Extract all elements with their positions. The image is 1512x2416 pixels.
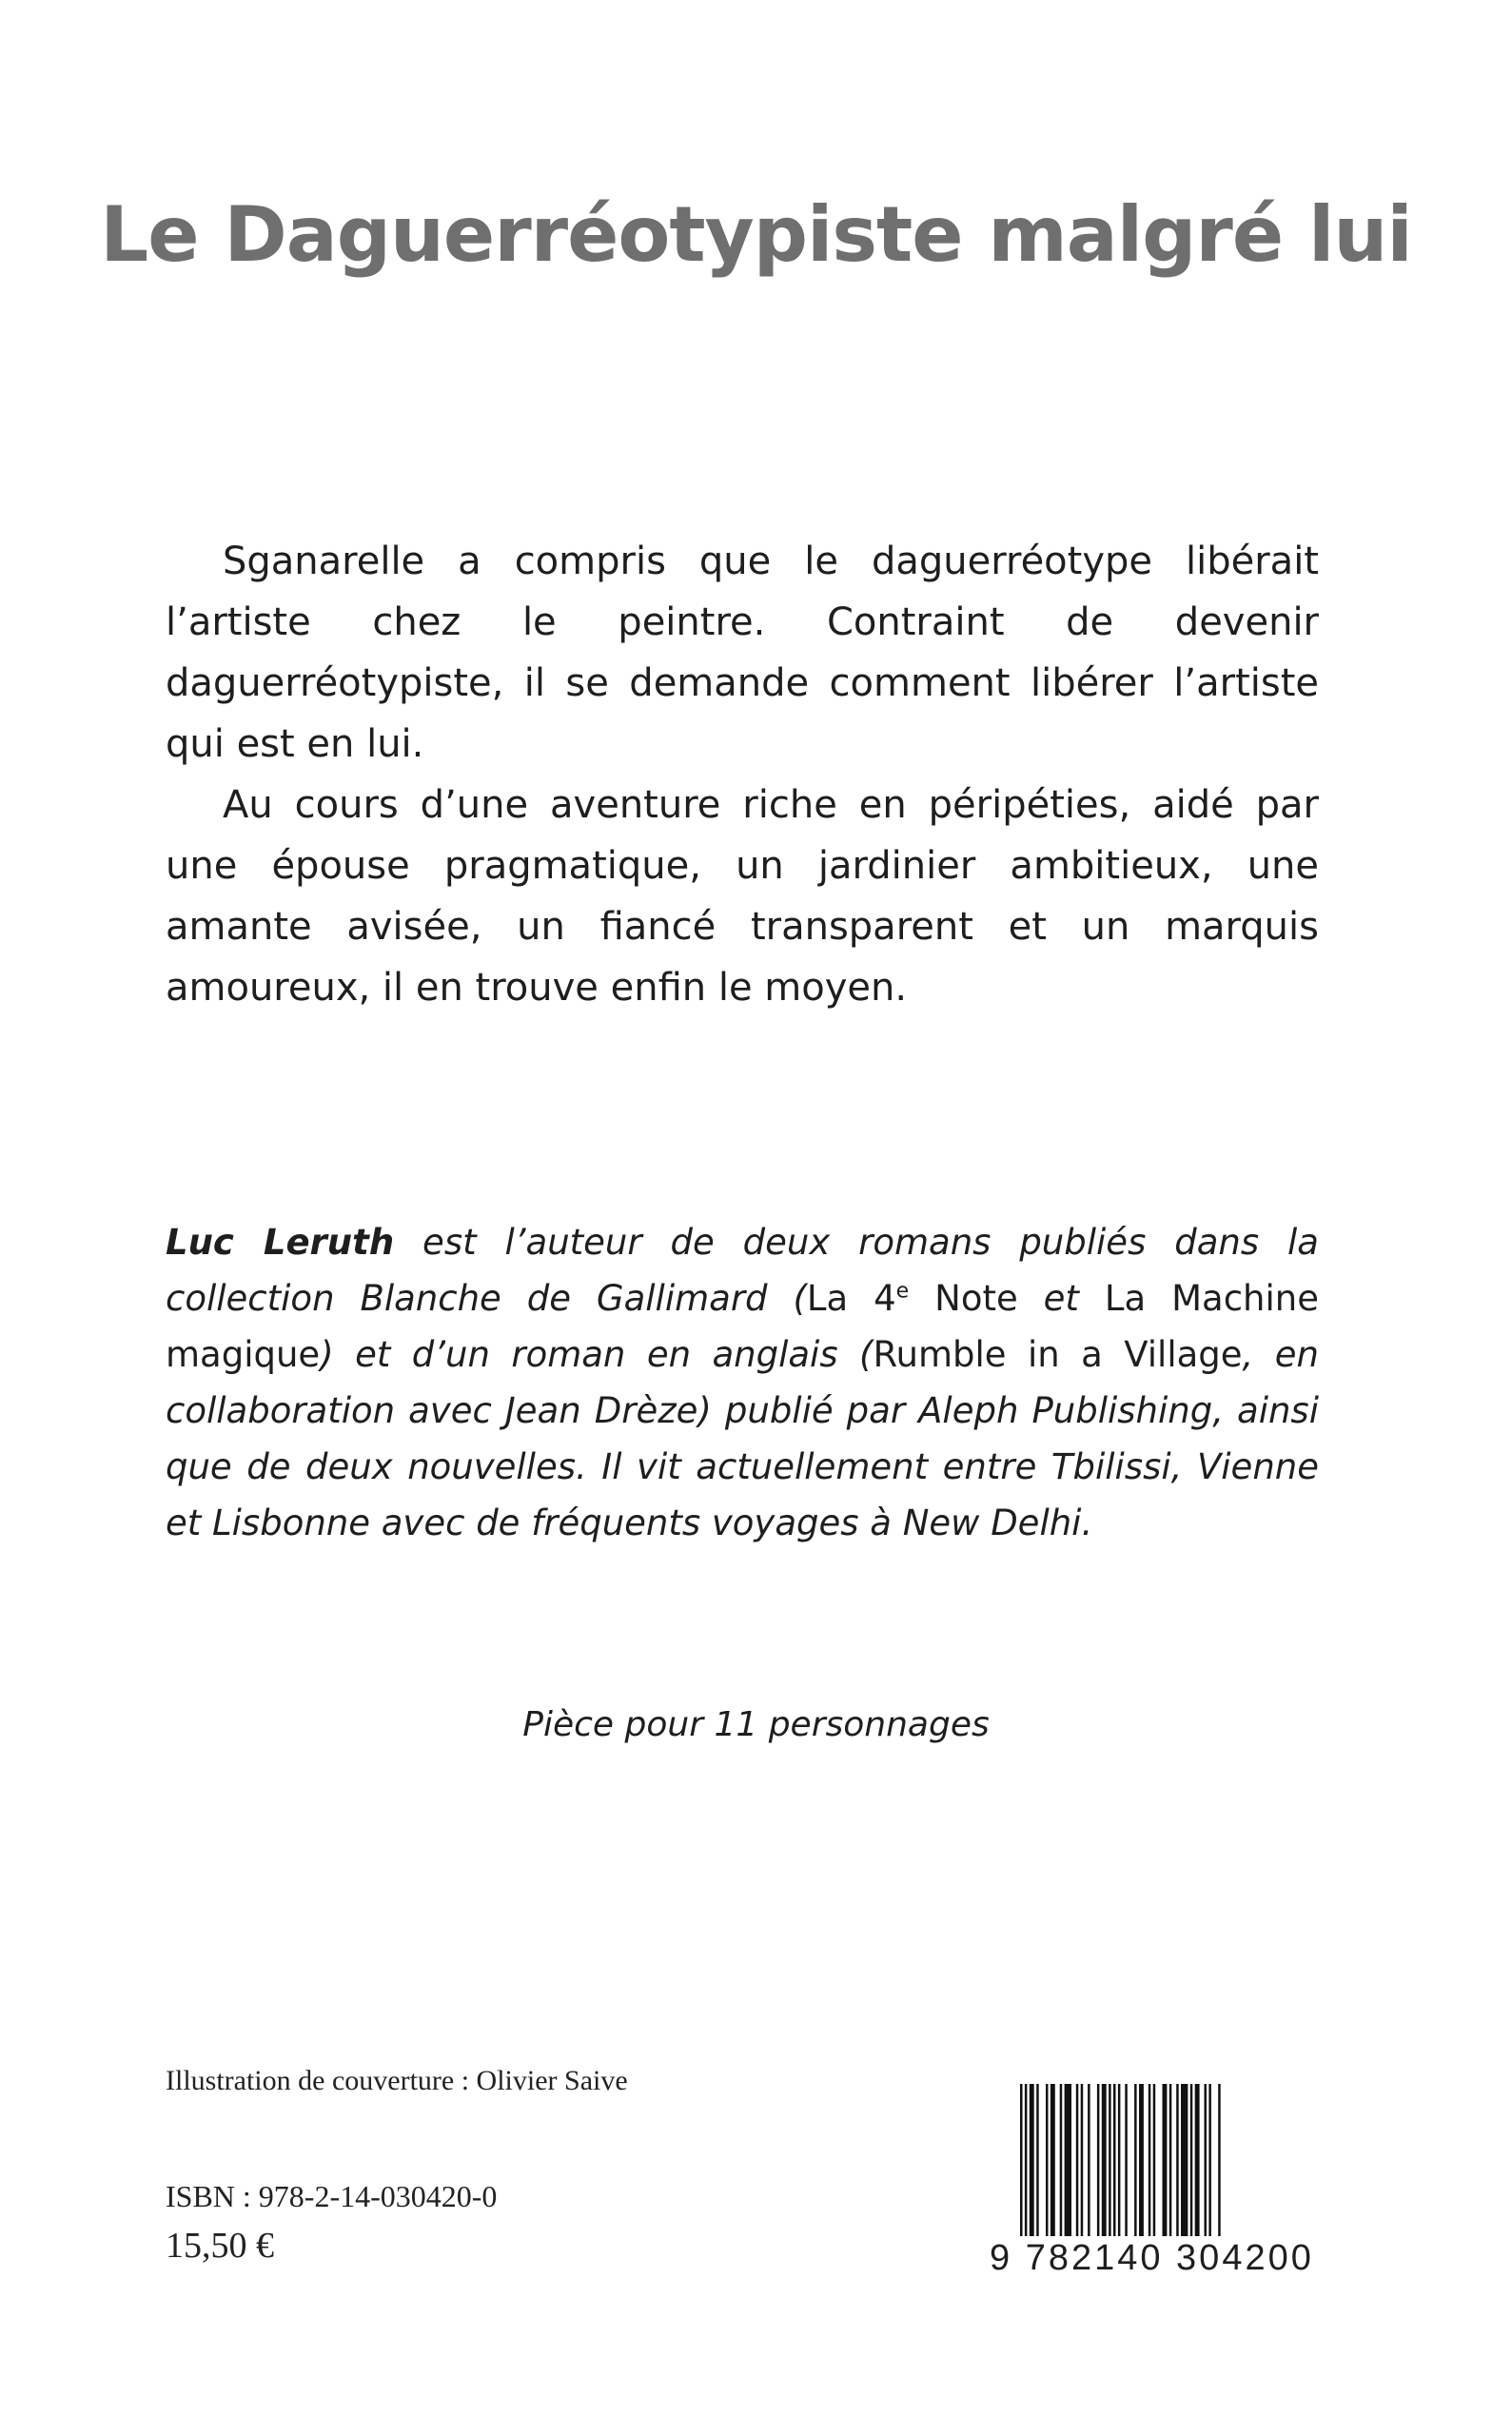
- price: 15,50 €: [166, 2226, 274, 2266]
- barcode-digits: 9 782140 304200: [990, 2238, 1314, 2278]
- barcode-bar: [1139, 2084, 1144, 2236]
- author-name: Luc Leruth: [166, 1222, 395, 1263]
- barcode-bar: [1205, 2084, 1208, 2236]
- book-title-1b: Note: [909, 1278, 1018, 1319]
- barcode-bar: [1176, 2084, 1179, 2236]
- barcode-bar: [1149, 2084, 1151, 2236]
- barcode-bar: [1065, 2084, 1071, 2236]
- barcode-bar: [1109, 2084, 1111, 2236]
- barcode-bar: [1125, 2084, 1128, 2236]
- barcode: [980, 2065, 1332, 2278]
- barcode-bar: [1169, 2084, 1172, 2236]
- barcode-bar: [1081, 2084, 1084, 2236]
- play-note: Pièce pour 11 personnages: [522, 1705, 990, 1744]
- author-bio: [166, 1214, 1319, 1551]
- bio-text-3: ) et d’un roman en anglais (: [320, 1334, 874, 1375]
- barcode-bar: [1051, 2084, 1055, 2236]
- bio-text-4: , en collaboration avec Jean Drèze) publié par Aleph Publishing, ainsi que de deux nouvelles. Il vit actuellement entre Tbilissi, Vienne et Lisbonne avec de fréquents voyages à New Delhi.: [166, 1334, 1319, 1543]
- barcode-bar: [1153, 2084, 1156, 2236]
- barcode-bar: [1025, 2084, 1028, 2236]
- barcode-bar: [1208, 2084, 1211, 2236]
- blurb-paragraph-2: Au cours d’une aventure riche en péripéties, aidé par une épouse pragmatique, un jardinier ambitieux, une amante avisée, un fiancé transparent et un marquis amoureux, il en trouve enfin le moyen.: [166, 783, 1319, 1010]
- bio-text-1: est l’auteur de deux romans publiés dans la collection Blanche de Gallimard (: [166, 1222, 1319, 1319]
- barcode-bar: [1102, 2084, 1107, 2236]
- book-title-2: La Machine magique: [166, 1278, 1319, 1375]
- barcode-bars: [1016, 2084, 1298, 2236]
- barcode-bar: [1046, 2084, 1049, 2236]
- book-title-3: Rumble in a Village: [873, 1334, 1243, 1375]
- book-title-1a: La 4: [806, 1278, 896, 1319]
- book-title-1-superscript: e: [895, 1279, 910, 1304]
- barcode-bar: [1113, 2084, 1116, 2236]
- barcode-bar: [1088, 2084, 1090, 2236]
- blurb-paragraph-1: Sganarelle a compris que le daguerréotype libérait l’artiste chez le peintre. Contraint de devenir daguerréotypiste, il se demande comment libérer l’artiste qui est en lui.: [166, 540, 1319, 766]
- barcode-bar: [1181, 2084, 1188, 2236]
- barcode-bar: [1030, 2084, 1034, 2236]
- isbn: ISBN : 978-2-14-030420-0: [166, 2179, 498, 2213]
- barcode-bar: [1020, 2084, 1023, 2236]
- barcode-bar: [1195, 2084, 1200, 2236]
- barcode-bar: [1118, 2084, 1121, 2236]
- barcode-bar: [1036, 2084, 1039, 2236]
- book-title: Le Daguerréotypiste malgré lui: [100, 190, 1412, 279]
- barcode-bar: [1097, 2084, 1100, 2236]
- bio-text-2: et: [1017, 1278, 1105, 1319]
- barcode-bar: [1076, 2084, 1079, 2236]
- barcode-bar: [1163, 2084, 1168, 2236]
- blurb: [166, 531, 1319, 1018]
- barcode-bar: [1218, 2084, 1221, 2236]
- barcode-bar: [1190, 2084, 1193, 2236]
- barcode-bar: [1134, 2084, 1137, 2236]
- barcode-bar: [1060, 2084, 1063, 2236]
- cover-credits: Illustration de couverture : Olivier Saive: [166, 2065, 628, 2096]
